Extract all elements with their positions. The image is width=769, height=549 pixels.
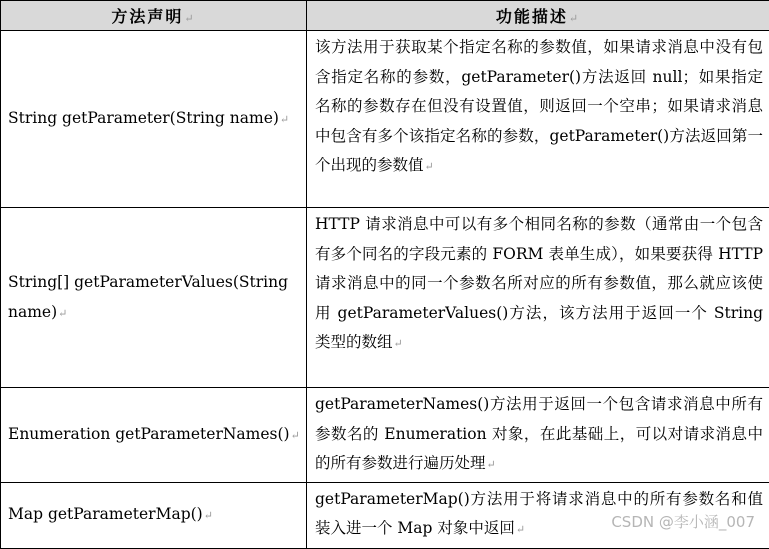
method-cell bbox=[1, 482, 307, 548]
method-signature: Map getParameterMap() bbox=[8, 505, 203, 523]
paragraph-mark-icon: ↵ bbox=[204, 509, 213, 522]
method-signature: String[] getParameterValues(String name) bbox=[8, 273, 288, 321]
method-cell bbox=[1, 208, 307, 388]
header-function-description bbox=[307, 1, 769, 31]
paragraph-mark-icon: ↵ bbox=[280, 113, 289, 126]
description-cell bbox=[307, 482, 769, 548]
paragraph-mark-icon: ↵ bbox=[291, 429, 300, 442]
method-description: getParameterNames()方法用于返回一个包含请求消息中所有参数名的 Enumeration 对象，在此基础上，可以对请求消息中的所有参数进行遍历处理 bbox=[315, 395, 763, 472]
header-method-declaration bbox=[1, 1, 307, 31]
method-cell bbox=[1, 31, 307, 208]
method-description: getParameterMap()方法用于将请求消息中的所有参数名和值装入进一个 Map 对象中返回 bbox=[315, 490, 763, 538]
paragraph-mark-icon: ↵ bbox=[425, 160, 434, 173]
description-cell bbox=[307, 31, 769, 208]
header-method-declaration-label: 方法声明 bbox=[111, 7, 183, 26]
method-signature: Enumeration getParameterNames() bbox=[8, 425, 290, 443]
paragraph-mark-icon: ↵ bbox=[58, 307, 67, 320]
table-header-row bbox=[1, 1, 769, 31]
watermark: CSDN @李小涵_007 bbox=[611, 511, 755, 532]
description-cell bbox=[307, 388, 769, 483]
paragraph-mark-icon: ↵ bbox=[184, 12, 195, 25]
paragraph-mark-icon: ↵ bbox=[569, 12, 580, 25]
table-row bbox=[1, 482, 769, 548]
paragraph-mark-icon: ↵ bbox=[516, 523, 525, 536]
table-row bbox=[1, 208, 769, 388]
paragraph-mark-icon: ↵ bbox=[394, 337, 403, 350]
description-cell bbox=[307, 208, 769, 388]
method-description: HTTP 请求消息中可以有多个相同名称的参数（通常由一个包含有多个同名的字段元素的 FORM 表单生成），如果要获得 HTTP 请求消息中的同一个参数名所对应的所有参数值，那么就应该使用 getParameterValues()方法，该方法用于返回一个 String 类型的数组 bbox=[315, 215, 763, 351]
table-row bbox=[1, 388, 769, 483]
method-cell bbox=[1, 388, 307, 483]
method-description: 该方法用于获取某个指定名称的参数值，如果请求消息中没有包含指定名称的参数，getParameter()方法返回 null；如果指定名称的参数存在但没有设置值，则返回一个空串；如果请求消息中包含有多个该指定名称的参数，getParameter()方法返回第一个出现的参数值 bbox=[315, 38, 763, 174]
table-row bbox=[1, 31, 769, 208]
header-function-description-label: 功能描述 bbox=[496, 7, 568, 26]
method-signature: String getParameter(String name) bbox=[8, 109, 279, 127]
paragraph-mark-icon: ↵ bbox=[487, 458, 496, 471]
